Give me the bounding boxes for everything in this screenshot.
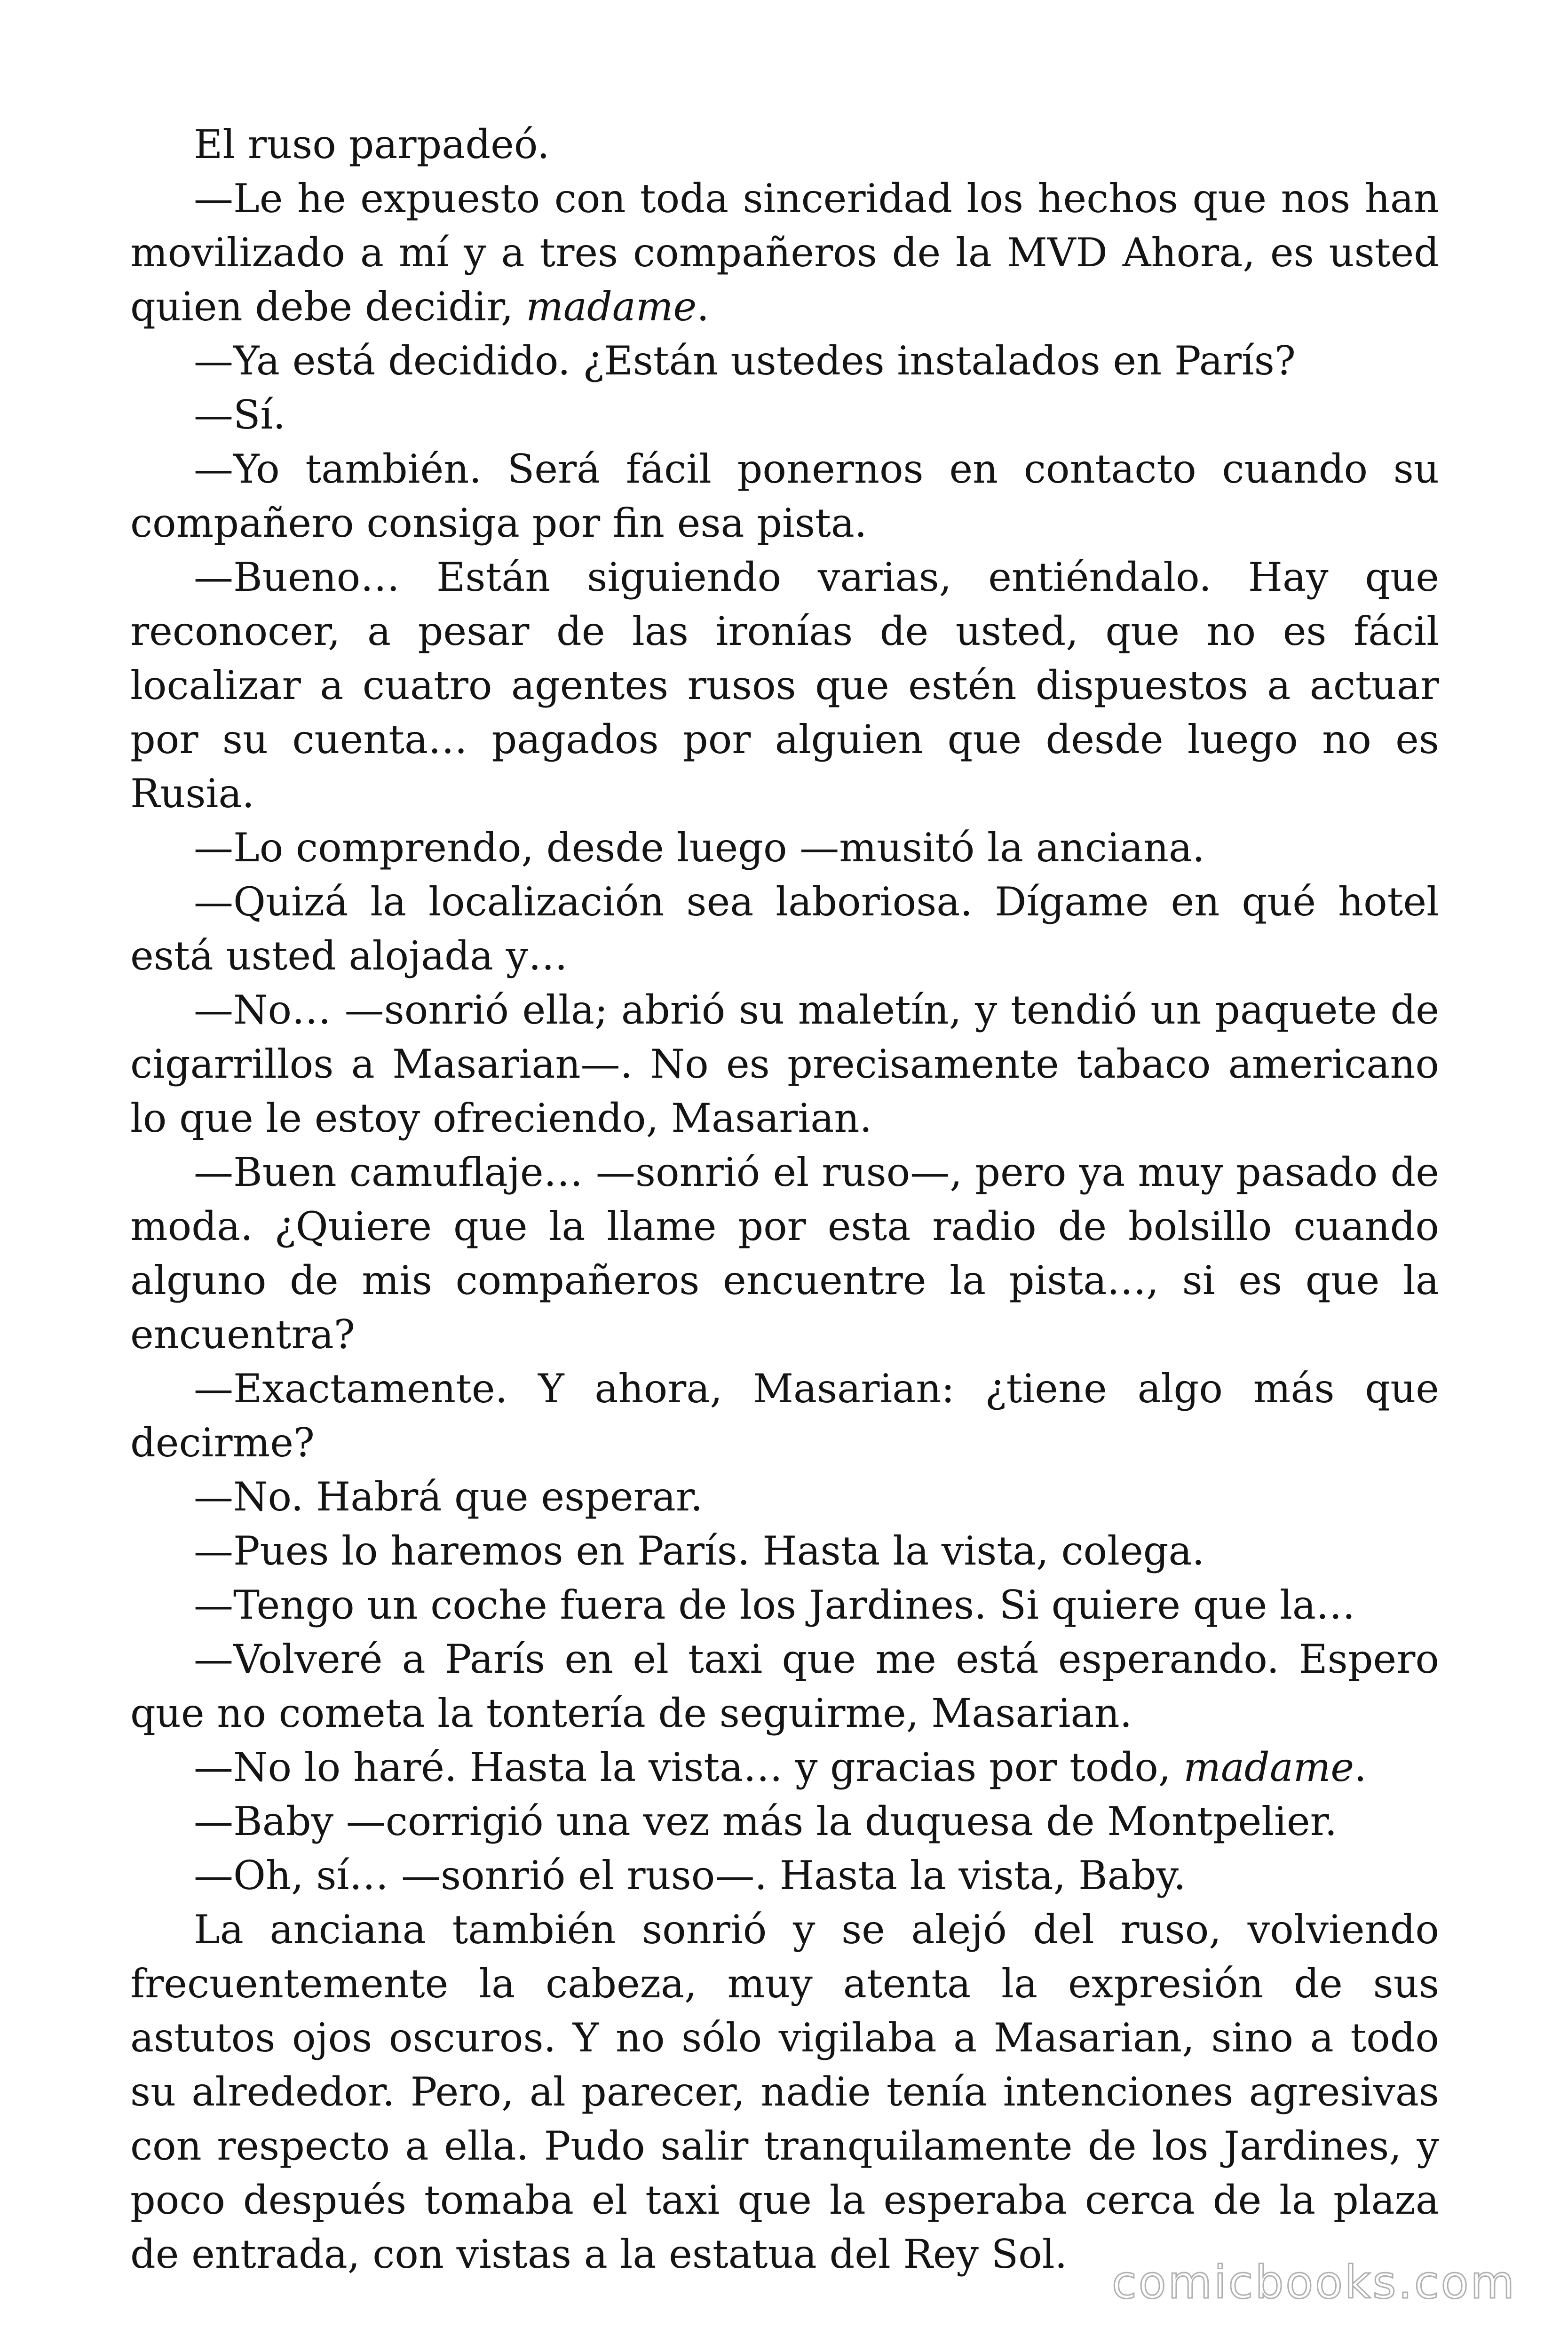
paragraph <box>130 1578 1439 1632</box>
paragraph-text: —Pues lo haremos en París. Hasta la vista, colega. <box>194 1528 1205 1574</box>
paragraph-text: —Lo comprendo, desde luego —musitó la anciana. <box>194 825 1205 871</box>
paragraph-text: —Bueno… Están siguiendo varias, entiéndalo. Hay que reconocer, a pesar de las ironías de usted, que no es fácil localizar a cuatro agentes rusos que estén dispuestos a actuar por su cuenta… pagados por alguien que desde luego no es Rusia. <box>130 554 1439 817</box>
paragraph-text: —No. Habrá que esperar. <box>194 1474 703 1520</box>
paragraph-text: La anciana también sonrió y se alejó del ruso, volviendo frecuentemente la cabeza, muy atenta la expresión de sus astutos ojos oscuros. Y no sólo vigilaba a Masarian, sino a todo su alrededor. Pero, al parecer, nadie tenía intenciones agresivas con respecto a ella. Pudo salir tranquilamente de los Jardines, y poco después tomaba el taxi que la esperaba cerca de la plaza de entrada, con vistas a la estatua del Rey Sol. <box>130 1907 1439 2277</box>
paragraph <box>130 1740 1439 1795</box>
paragraph <box>130 334 1439 388</box>
italic-text: madame <box>1183 1744 1354 1790</box>
paragraph-text: —Le he expuesto con toda sinceridad los hechos que nos han movilizado a mí y a tres compañeros de la MVD Ahora, es usted quien debe decidir, <box>130 175 1439 330</box>
paragraph-text: . <box>1354 1744 1367 1790</box>
watermark: comicbooks.com <box>1111 2256 1516 2309</box>
paragraph-text: —Ya está decidido. ¿Están ustedes instalados en París? <box>194 338 1296 384</box>
paragraph <box>130 1524 1439 1578</box>
paragraph-text: —No lo haré. Hasta la vista… y gracias por todo, <box>194 1744 1184 1790</box>
paragraph-text: —Volveré a París en el taxi que me está esperando. Espero que no cometa la tontería de seguirme, Masarian. <box>130 1636 1439 1736</box>
paragraph <box>130 172 1439 334</box>
paragraph-text: —Oh, sí… —sonrió el ruso—. Hasta la vista, Baby. <box>194 1852 1186 1899</box>
paragraph <box>130 118 1439 172</box>
paragraph-text: —Baby —corrigió una vez más la duquesa de Montpelier. <box>194 1798 1338 1844</box>
paragraph-text: —Yo también. Será fácil ponernos en contacto cuando su compañero consiga por fin esa pista. <box>130 446 1439 546</box>
paragraph <box>130 1849 1439 1903</box>
paragraph <box>130 1145 1439 1362</box>
paragraph-text: —Tengo un coche fuera de los Jardines. Si quiere que la… <box>194 1582 1355 1628</box>
paragraph <box>130 1362 1439 1470</box>
italic-text: madame <box>526 284 697 330</box>
paragraph <box>130 442 1439 550</box>
paragraph-text: . <box>697 284 709 330</box>
paragraph <box>130 1632 1439 1740</box>
body-text <box>130 118 1439 2281</box>
paragraph <box>130 983 1439 1145</box>
paragraph-text: —Exactamente. Y ahora, Masarian: ¿tiene algo más que decirme? <box>130 1366 1439 1466</box>
paragraph-text: —No… —sonrió ella; abrió su maletín, y tendió un paquete de cigarrillos a Masarian—. No es precisamente tabaco americano lo que le estoy ofreciendo, Masarian. <box>130 987 1439 1141</box>
paragraph <box>130 1470 1439 1524</box>
paragraph <box>130 550 1439 821</box>
paragraph-text: El ruso parpadeó. <box>194 121 550 167</box>
paragraph <box>130 1903 1439 2281</box>
paragraph-text: —Quizá la localización sea laboriosa. Dígame en qué hotel está usted alojada y… <box>130 879 1439 979</box>
paragraph <box>130 388 1439 442</box>
paragraph <box>130 875 1439 983</box>
paragraph <box>130 821 1439 875</box>
paragraph-text: —Sí. <box>194 392 286 438</box>
paragraph-text: —Buen camuflaje… —sonrió el ruso—, pero ya muy pasado de moda. ¿Quiere que la llame por esta radio de bolsillo cuando alguno de mis compañeros encuentre la pista…, si es que la encuentra? <box>130 1149 1439 1358</box>
paragraph <box>130 1795 1439 1849</box>
